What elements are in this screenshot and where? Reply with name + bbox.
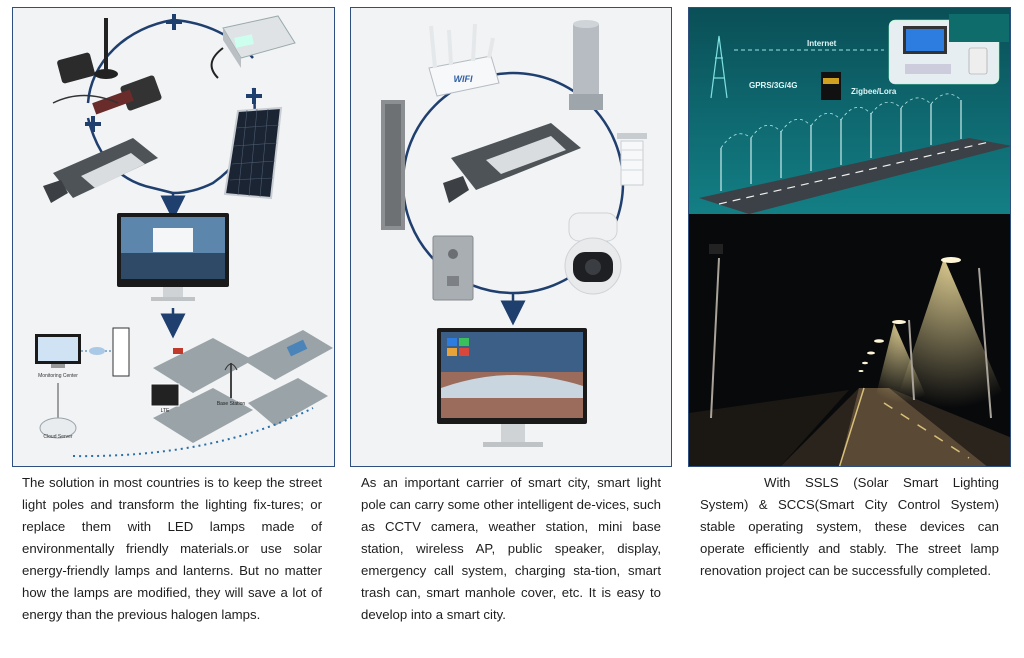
city-grid-icon bbox=[151, 330, 333, 443]
cloud-server-label: Cloud Server bbox=[43, 434, 73, 440]
pole-cylinder-icon bbox=[569, 20, 603, 110]
caption-middle: As an important carrier of smart city, smart light pole can carry some other intelligent de-vices, such as CCTV camera, weather station, mini base station, wireless AP, public speaker, display, emergency call system, charging sta-tion, smart trash can, smart manhole cover, etc. It is easy to develop into a smart city. bbox=[361, 475, 661, 622]
street-lamp-icon bbox=[443, 123, 581, 203]
solar-panel-icon bbox=[225, 108, 281, 198]
panel-smart-pole-devices bbox=[350, 7, 672, 467]
emergency-call-icon bbox=[433, 236, 473, 300]
plus-icon bbox=[166, 14, 182, 30]
weather-station-icon bbox=[617, 133, 647, 185]
wifi-label: WIFI bbox=[453, 74, 473, 84]
plus-icon bbox=[246, 88, 262, 104]
monitor-icon bbox=[117, 213, 229, 301]
smart-pole-diagram bbox=[351, 8, 672, 467]
solar-lighting-diagram bbox=[13, 8, 335, 467]
ptz-camera-icon bbox=[565, 213, 621, 294]
caption-left: The solution in most countries is to keep the street light poles and transform the lighting fix-tures; or replace them with LED lamps made of environmentally friendly materials.or use solar energy-friendly lamps and lanterns. But no matter how the lamps are modified, they will save a lot of energy than the previous halogen lamps. bbox=[22, 475, 322, 622]
workstation-icon bbox=[889, 14, 1009, 84]
monitoring-center-icon bbox=[35, 334, 81, 368]
panel-street-photos bbox=[688, 7, 1011, 467]
wifi-router-icon bbox=[429, 24, 499, 96]
zigbee-label: Zigbee/Lora bbox=[851, 87, 897, 96]
gprs-label: GPRS/3G/4G bbox=[749, 81, 798, 90]
monitor-icon bbox=[437, 328, 587, 447]
base-station-label: Base Station bbox=[216, 401, 246, 407]
monitoring-center-label: Monitoring Center bbox=[38, 373, 78, 379]
panel-solar-lighting-diagram bbox=[12, 7, 335, 467]
caption-right: With SSLS (Solar Smart Lighting System) & SCCS(Smart City Control System) stable operating system, these devices can operate efficiently and stably. The street lamp renovation project can be successfully completed. bbox=[700, 475, 999, 578]
device-rack-icon bbox=[113, 328, 129, 376]
power-supply-icon bbox=[212, 16, 295, 78]
led-display-icon bbox=[381, 100, 405, 230]
gateway-device-icon bbox=[821, 72, 841, 100]
internet-label: Internet bbox=[807, 39, 837, 48]
network-and-street-illustration bbox=[689, 8, 1011, 467]
lte-label: LTE bbox=[160, 408, 170, 414]
